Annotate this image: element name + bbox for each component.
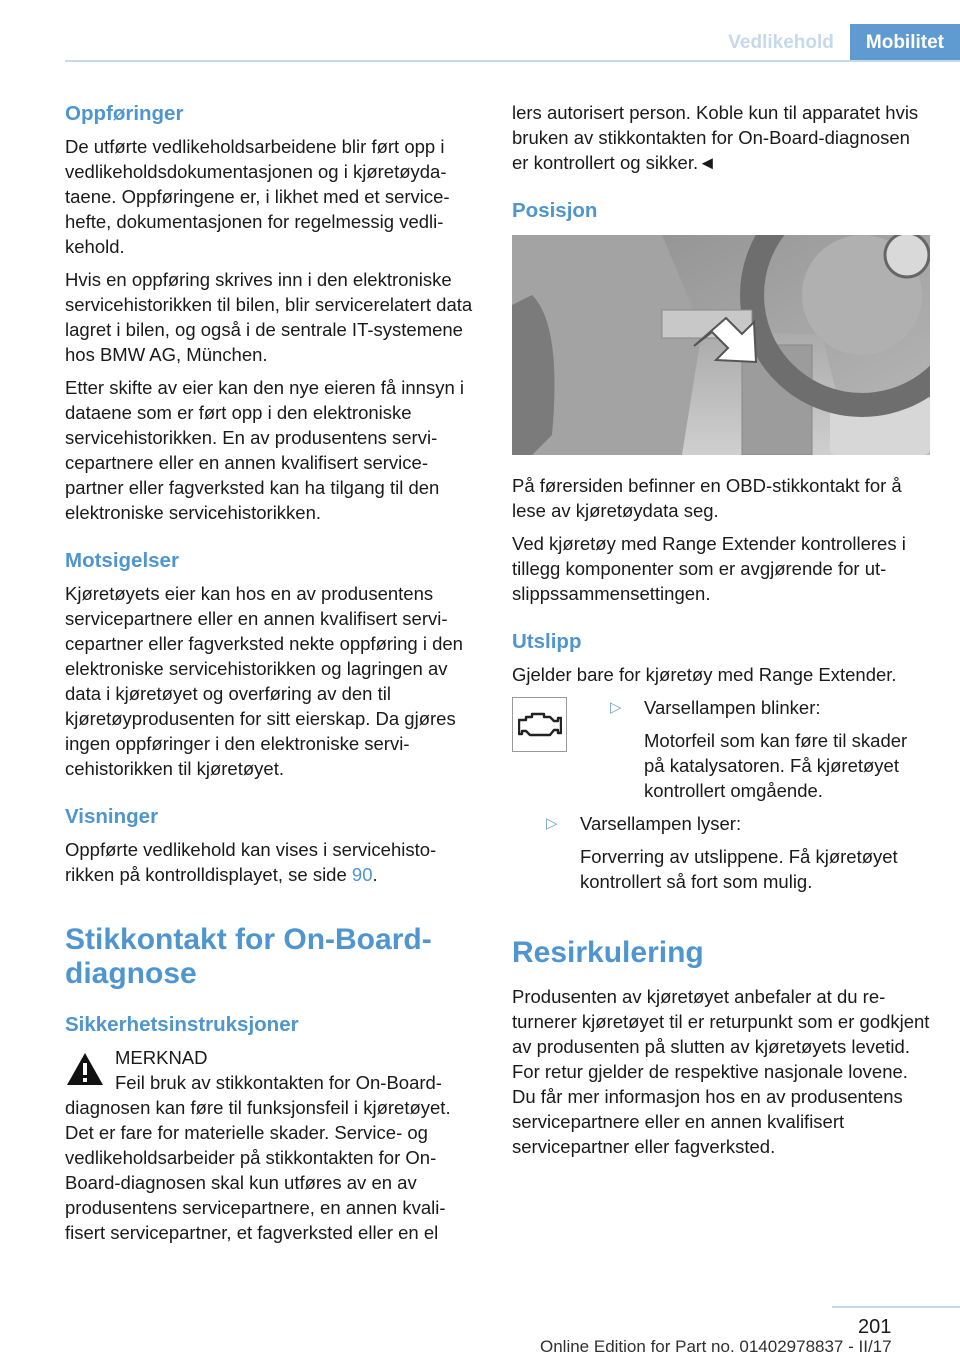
paragraph: Hvis en oppføring skrives inn i den elektroniske servicehistorikken til bilen, blir servicerelatert data lagret i bilen, og også i de sentrale IT-systemene hos BMW AG, München. [65,269,473,365]
period: . [372,864,378,885]
paragraph: Kjøretøyets eier kan hos en av produsentens servicepartnere eller en annen kvalifisert servicepartner eller fagverksted nekte oppføring i den elektroniske servicehistorikken og lagringen av data i kjøretøyet og overføring av den til kjøretøyprodusenten for sitt eierskap. Da gjøres ingen oppføringer i den elektroniske servicehistorikken til kjøretøyet. [65,583,463,779]
bullet-title: Varsellampen blinker: [644,697,821,718]
heading-safety: Sikkerhetsinstruksjoner [65,1013,299,1036]
page-link[interactable]: 90 [351,864,373,885]
obd-location-photo [512,235,930,455]
page-number: 201 [858,1316,892,1338]
heading-motsigelser: Motsigelser [65,549,179,572]
paragraph [65,837,478,887]
emission-warnings [512,695,930,894]
paragraph: Etter skifte av eier kan den nye eieren få innsyn i dataene som er ført opp i den elektroniske servicehistorikken. En av produsentens servicepartnere eller en annen kvalifisert servicepartner eller fagverksted kan ha tilgang til den elektroniske servicehistorikken. [65,377,464,523]
paragraph: Ved kjøretøy med Range Extender kontrolleres i tillegg komponenter som er avgjørende for utslippssammensettingen. [512,533,906,604]
left-column [65,100,478,1245]
bullet-title: Varsellampen lyser: [580,813,742,834]
list-item [610,695,930,803]
paragraph: De utførte vedlikeholdsarbeidene blir ført opp i vedlikeholdsdokumentasjonen og i kjøretøydataene. Oppføringene er, i likhet med et servicehefte, dokumentasjonen for regelmessig vedlikehold. [65,136,450,257]
triangle-right-icon: ▷ [546,815,558,832]
footer-edition: Online Edition for Part no. 01402978837 - II/17 [540,1337,892,1356]
heading-resirkulering: Resirkulering [512,936,704,969]
heading-oppforinger: Oppføringer [65,102,184,125]
engine-check-icon [512,697,567,752]
list-item [546,811,930,894]
tab-mobilitet[interactable]: Mobilitet [850,24,960,61]
paragraph: På førersiden befinner en OBD-stikkontakt for å lese av kjøretøydata seg. [512,475,902,521]
bullet-text: Forverring av utslippene. Få kjøretøyet kontrollert så fort som mulig. [580,846,898,892]
warning-triangle-icon [65,1051,105,1093]
paragraph: Produsenten av kjøretøyet anbefaler at du returnerer kjøretøyet til er returpunkt som er godkjent av produsenten på slutten av kjøretøyets levetid. For retur gjelder de respektive nasjonale lovene. Du får mer informasjon hos en av produsentens servicepartnere eller en annen kvalifisert servicepartner eller fagverksted. [512,986,930,1157]
heading-obd: Stikkontakt for On-Board-diagnose [65,923,432,990]
paragraph: Gjelder bare for kjøretøy med Range Extender. [512,664,897,685]
triangle-right-icon: ▷ [610,699,622,716]
warning-title: MERKNAD [115,1047,208,1068]
tab-vedlikehold[interactable]: Vedlikehold [712,24,850,61]
warning-body: diagnosen kan føre til funksjonsfeil i kjøretøyet. Det er fare for materielle skader. Service- og vedlikeholdsarbeider på stikkontakten for On-Board-diagnosen skal kun utføres av en av produsentens servicepartnere, en annen kvalifisert servicepartner, et fagverksted eller en el [65,1097,451,1243]
paragraph-text: Oppførte vedlikehold kan vises i servicehistorikken på kontrolldisplayet, se side [65,839,437,885]
heading-utslipp: Utslipp [512,630,582,653]
bullet-text: Motorfeil som kan føre til skader på katalysatoren. Få kjøretøyet kontrollert omgående. [644,730,908,801]
footer-rule [832,1306,960,1308]
right-column [512,100,930,1167]
paragraph: lers autorisert person. Koble kun til apparatet hvis bruken av stikkontakten for On-Board-diagnosen er kontrollert og sikker.◄ [512,102,919,173]
warning-notice [65,1045,478,1245]
chapter-tabs [712,24,960,61]
heading-visninger: Visninger [65,805,159,828]
heading-posisjon: Posisjon [512,199,598,222]
warning-body-first: Feil bruk av stikkontakten for On-Board- [115,1072,442,1093]
header-rule [65,60,960,62]
